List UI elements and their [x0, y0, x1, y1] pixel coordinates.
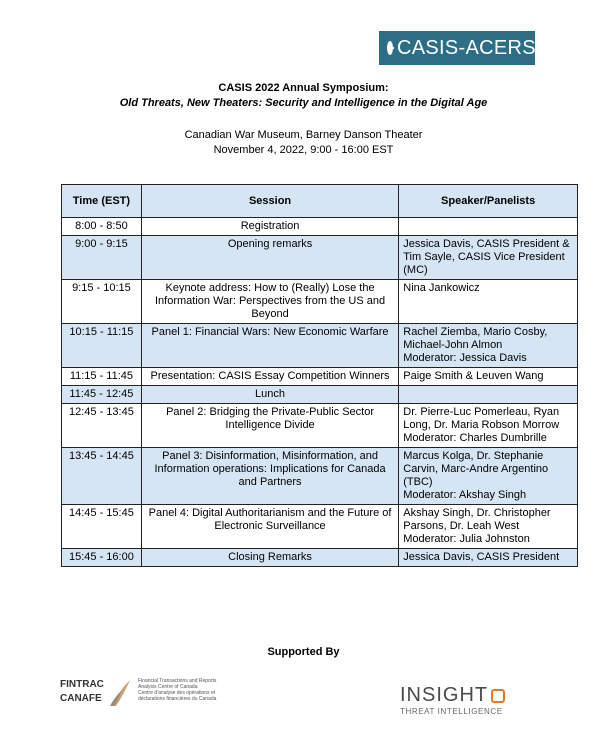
insight-name: INSIGHT — [400, 684, 489, 706]
time-cell: 12:45 - 13:45 — [62, 404, 142, 448]
speakers-cell: Dr. Pierre-Luc Pomerleau, Ryan Long, Dr. Maria Robson Morrow Moderator: Charles Dumbrille — [399, 404, 578, 448]
session-cell: Closing Remarks — [141, 549, 398, 567]
time-cell: 15:45 - 16:00 — [62, 549, 142, 567]
header-session: Session — [141, 185, 398, 218]
venue: Canadian War Museum, Barney Danson Theater — [184, 129, 423, 141]
speakers-cell: Jessica Davis, CASIS President & Tim Sayle, CASIS Vice President (MC) — [399, 236, 578, 280]
table-row — [62, 505, 578, 549]
table-row — [62, 404, 578, 448]
session-cell: Panel 2: Bridging the Private-Public Sector Intelligence Divide — [141, 404, 398, 448]
time-cell: 13:45 - 14:45 — [62, 448, 142, 505]
schedule-table — [61, 184, 578, 567]
session-cell: Panel 3: Disinformation, Misinformation, and Information operations: Implications for Canada and Partners — [141, 448, 398, 505]
casis-logo — [379, 31, 535, 65]
insight-sub: THREAT INTELLIGENCE — [400, 707, 503, 716]
speakers-cell: Jessica Davis, CASIS President — [399, 549, 578, 567]
speakers-cell: Marcus Kolga, Dr. Stephanie Carvin, Marc-Andre Argentino (TBC) Moderator: Akshay Singh — [399, 448, 578, 505]
session-cell: Registration — [141, 218, 398, 236]
time-cell: 11:15 - 11:45 — [62, 368, 142, 386]
speakers-cell: Paige Smith & Leuven Wang — [399, 368, 578, 386]
casis-logo-text: CASIS-ACERS — [397, 36, 536, 59]
event-date: November 4, 2022, 9:00 - 16:00 EST — [213, 144, 394, 156]
fintrac-name-fr: CANAFE — [60, 693, 102, 704]
table-row — [62, 218, 578, 236]
table-row — [62, 448, 578, 505]
session-cell: Panel 1: Financial Wars: New Economic Warfare — [141, 324, 398, 368]
speakers-cell — [399, 386, 578, 404]
table-row — [62, 324, 578, 368]
table-row — [62, 236, 578, 280]
time-cell: 11:45 - 12:45 — [62, 386, 142, 404]
casis-logo-icon — [387, 41, 393, 55]
speakers-cell: Akshay Singh, Dr. Christopher Parsons, Dr. Leah West Moderator: Julia Johnston — [399, 505, 578, 549]
fintrac-emblem-icon — [108, 678, 134, 708]
time-cell: 14:45 - 15:45 — [62, 505, 142, 549]
time-cell: 9:15 - 10:15 — [62, 280, 142, 324]
time-cell: 9:00 - 9:15 — [62, 236, 142, 280]
table-header-row — [62, 185, 578, 218]
table-row — [62, 280, 578, 324]
symposium-subtitle: Old Threats, New Theaters: Security and Intelligence in the Digital Age — [119, 97, 488, 109]
time-cell: 10:15 - 11:15 — [62, 324, 142, 368]
session-cell: Panel 4: Digital Authoritarianism and the Future of Electronic Surveillance — [141, 505, 398, 549]
session-cell: Presentation: CASIS Essay Competition Winners — [141, 368, 398, 386]
session-cell: Opening remarks — [141, 236, 398, 280]
table-row — [62, 549, 578, 567]
header-time: Time (EST) — [62, 185, 142, 218]
supported-by-label: Supported By — [267, 646, 340, 658]
table-row — [62, 386, 578, 404]
fintrac-desc-fr: Centre d'analyse des opérations et déclarations financières du Canada — [138, 690, 217, 702]
fintrac-name-en: FINTRAC — [60, 679, 104, 690]
speakers-cell: Rachel Ziemba, Mario Cosby, Michael-John Almon Moderator: Jessica Davis — [399, 324, 578, 368]
speakers-cell — [399, 218, 578, 236]
speakers-cell: Nina Jankowicz — [399, 280, 578, 324]
symposium-title: CASIS 2022 Annual Symposium: — [218, 82, 389, 94]
header-speakers: Speaker/Panelists — [399, 185, 578, 218]
session-cell: Keynote address: How to (Really) Lose the Information War: Perspectives from the US and Beyond — [141, 280, 398, 324]
session-cell: Lunch — [141, 386, 398, 404]
fintrac-desc-en: Financial Transactions and Reports Analysis Centre of Canada — [138, 678, 217, 690]
time-cell: 8:00 - 8:50 — [62, 218, 142, 236]
insight-mark-icon — [491, 689, 505, 703]
fintrac-logo — [60, 676, 220, 712]
insight-logo — [400, 684, 505, 716]
table-row — [62, 368, 578, 386]
